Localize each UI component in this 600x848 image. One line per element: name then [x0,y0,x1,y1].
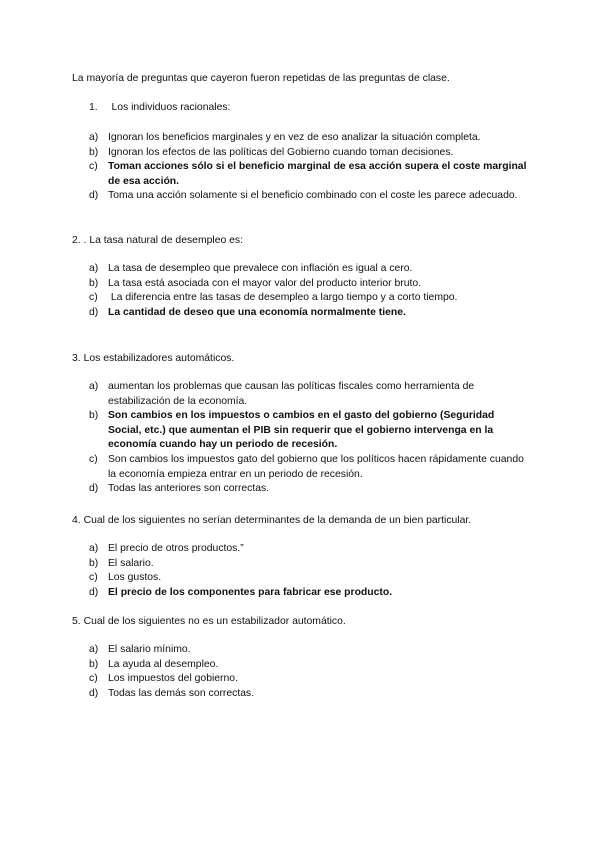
option-letter: c) [89,572,98,584]
question-text: Cual de los siguientes no serían determinantes de la demanda de un bien particular. [83,515,472,526]
option-text: Los impuestos del gobierno. [108,673,238,685]
option-text: El salario mínimo. [108,644,191,655]
option-letter: d) [89,687,99,699]
option-text: La tasa de desempleo que prevalece con inflación es igual a cero. [108,263,413,274]
option-text: Ignoran los efectos de las políticas del Gobierno cuando toman decisiones. [108,146,454,158]
option-text: Toman acciones sólo si el beneficio marginal de esa acción supera el coste marginal de esa acción. [108,161,527,187]
option-text: Todas las anteriores son correctas. [108,483,270,495]
question-1 [89,100,230,115]
option-b [89,557,529,572]
option-text: aumentan los problemas que causan las políticas fiscales como herramienta de estabilización de la economía. [108,381,475,407]
option-letter: a) [89,263,99,274]
option-a [89,542,529,557]
option-d-correct [89,306,529,321]
option-text: Son cambios los impuestos gato del gobierno que los políticos hacen rápidamente cuando la economía empieza entrar en un periodo de recesión. [108,453,524,480]
option-letter: c) [89,292,98,304]
option-letter: b) [89,658,99,670]
option-letter: d) [89,483,99,495]
option-text: El precio de los componentes para fabricar ese producto. [108,586,393,598]
option-letter: a) [89,543,99,554]
option-b-correct [89,409,529,453]
question-2-options [89,262,529,320]
option-text: La tasa está asociada con el mayor valor del producto interior bruto. [108,277,422,289]
option-d [89,687,529,702]
option-a [89,262,529,277]
question-4 [72,513,471,528]
option-letter: a) [89,132,99,143]
option-b [89,277,529,292]
question-4-options [89,542,529,600]
option-b [89,146,529,161]
option-text: El precio de otros productos.” [108,543,244,554]
option-letter: a) [89,644,99,655]
option-text: Toma una acción solamente si el beneficio combinado con el coste les parece adecuado. [108,190,518,202]
option-text: Todas las demás son correctas. [108,687,255,699]
option-letter: d) [89,306,99,318]
question-number: 5. [72,616,81,627]
question-text: La tasa natural de desempleo es: [89,235,243,246]
option-letter: c) [89,673,98,685]
option-text: La cantidad de deseo que una economía normalmente tiene. [108,306,406,318]
option-b [89,658,529,673]
question-number: 2. . [72,235,87,246]
option-text: La diferencia entre las tasas de desempleo a largo tiempo y a corto tiempo. [108,292,458,304]
option-c-correct [89,160,529,189]
option-d-correct [89,586,529,601]
option-text: La ayuda al desempleo. [108,658,219,670]
question-text: Los estabilizadores automáticos. [83,353,235,364]
option-d [89,189,529,204]
option-c [89,453,529,482]
question-5 [72,614,346,629]
option-c [89,571,529,586]
question-5-options [89,643,529,701]
question-1-options [89,131,529,204]
option-c [89,291,529,306]
option-letter: d) [89,586,99,598]
option-text: El salario. [108,557,154,569]
option-c [89,672,529,687]
option-letter: b) [89,146,99,158]
option-letter: c) [89,453,98,465]
question-number: 1. [89,102,98,113]
option-letter: a) [89,381,99,392]
option-a [89,643,529,658]
option-letter: b) [89,410,99,422]
option-letter: b) [89,557,99,569]
question-3-options [89,380,529,497]
question-number: 3. [72,353,81,364]
question-3 [72,351,234,366]
intro-paragraph: La mayoría de preguntas que cayeron fueron repetidas de las preguntas de clase. [72,73,450,84]
option-text: Ignoran los beneficios marginales y en vez de eso analizar la situación completa. [108,132,481,143]
option-a [89,131,529,146]
option-d [89,482,529,497]
option-text: Los gustos. [108,572,162,584]
option-letter: c) [89,161,98,173]
question-2 [72,233,243,248]
question-text: Los individuos racionales: [111,102,231,113]
question-number: 4. [72,515,81,526]
option-letter: b) [89,277,99,289]
option-a [89,380,529,409]
option-letter: d) [89,190,99,202]
question-text: Cual de los siguientes no es un estabilizador automático. [83,616,346,627]
option-text: Son cambios en los impuestos o cambios en el gasto del gobierno (Seguridad Social, etc.) que aumentan el PIB sin requerir que el gobierno intervenga en la economía cuando hay un periodo de recesión. [108,410,495,451]
